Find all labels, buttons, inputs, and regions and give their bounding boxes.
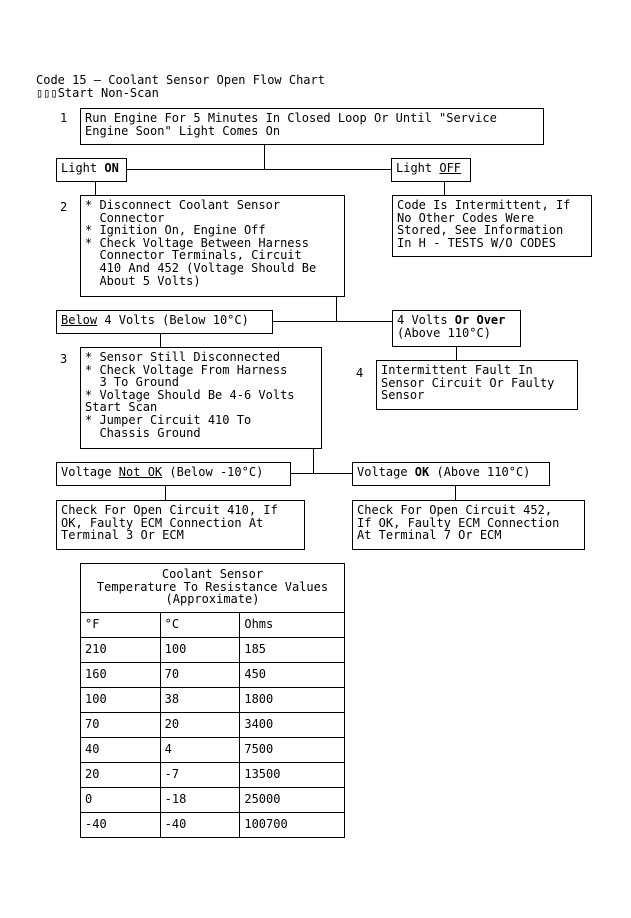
table-row bbox=[81, 812, 345, 837]
over-4-label: 4 Volts bbox=[397, 313, 455, 327]
table-cell: 3400 bbox=[240, 712, 345, 737]
page-subtitle bbox=[36, 87, 159, 100]
table-header-cell: °F bbox=[81, 612, 161, 637]
box-line: 3 To Ground bbox=[85, 375, 179, 390]
table-cell: -7 bbox=[160, 762, 240, 787]
table-row bbox=[81, 787, 345, 812]
connector-line bbox=[455, 486, 456, 500]
table-cell: 0 bbox=[81, 787, 161, 812]
table-row bbox=[81, 662, 345, 687]
table-cell: 185 bbox=[240, 637, 345, 662]
table-row bbox=[81, 687, 345, 712]
light-on-box bbox=[56, 158, 127, 182]
box-line: Connector Terminals, Circuit bbox=[85, 248, 302, 263]
step-3-box bbox=[80, 347, 322, 449]
table-row bbox=[81, 712, 345, 737]
connector-line bbox=[95, 182, 96, 196]
step-1-box bbox=[80, 108, 544, 145]
box-line: * Disconnect Coolant Sensor bbox=[85, 198, 281, 212]
table-cell: 7500 bbox=[240, 737, 345, 762]
over-4-volts-box bbox=[392, 310, 521, 347]
box-line: * Voltage Should Be 4-6 Volts bbox=[85, 387, 295, 402]
table-row bbox=[81, 637, 345, 662]
box-line: * Check Voltage Between Harness bbox=[85, 235, 309, 250]
connector-line bbox=[160, 334, 161, 348]
placeholder-glyphs: ▯▯▯ bbox=[36, 86, 58, 100]
table-header-cell: Ohms bbox=[240, 612, 345, 637]
voltage-not-ok-range: (Below -10°C) bbox=[162, 465, 264, 479]
voltage-not-ok-box bbox=[56, 462, 291, 486]
step-4-number: 4 bbox=[356, 366, 364, 380]
table-cell: 25000 bbox=[240, 787, 345, 812]
table-caption bbox=[80, 563, 345, 612]
box-line: Check For Open Circuit 452, bbox=[357, 503, 553, 517]
table-row bbox=[81, 762, 345, 787]
table-cell: 70 bbox=[81, 712, 161, 737]
table-cell: 70 bbox=[160, 662, 240, 687]
table-cell: 38 bbox=[160, 687, 240, 712]
box-line: * Sensor Still Disconnected bbox=[85, 350, 281, 364]
step-3-number: 3 bbox=[60, 352, 68, 366]
box-line: * Jumper Circuit 410 To bbox=[85, 412, 252, 427]
below-4-emphasis: Below bbox=[61, 313, 98, 327]
table-cell: 160 bbox=[81, 662, 161, 687]
box-line: Engine Soon" Light Comes On bbox=[85, 123, 281, 138]
step-4-box bbox=[376, 360, 578, 410]
below-4-volts-box bbox=[56, 310, 273, 334]
light-off-emphasis: OFF bbox=[439, 161, 462, 175]
box-line: Run Engine For 5 Minutes In Closed Loop Or Until "Service bbox=[85, 111, 497, 125]
step-1-number: 1 bbox=[60, 111, 68, 125]
table-cell: 450 bbox=[240, 662, 345, 687]
connector-line bbox=[290, 473, 353, 474]
table-cell: 20 bbox=[81, 762, 161, 787]
voltage-ok-label: Voltage bbox=[357, 465, 415, 479]
table-cell: 210 bbox=[81, 637, 161, 662]
table-cell: 100 bbox=[160, 637, 240, 662]
table-cell: 1800 bbox=[240, 687, 345, 712]
page-title: Code 15 – Coolant Sensor Open Flow Chart bbox=[36, 73, 325, 87]
resistance-table bbox=[80, 563, 345, 838]
box-line: Chassis Ground bbox=[85, 425, 201, 440]
box-line: Intermittent Fault In bbox=[381, 363, 533, 377]
box-line: Stored, See Information bbox=[397, 223, 564, 238]
table-cell: 20 bbox=[160, 712, 240, 737]
subtitle-text: Start Non-Scan bbox=[57, 86, 159, 100]
voltage-ok-range: (Above 110°C) bbox=[429, 465, 531, 479]
box-line: About 5 Volts) bbox=[85, 273, 201, 288]
connector-line bbox=[313, 449, 314, 473]
light-off-box bbox=[391, 158, 471, 182]
box-line: Sensor bbox=[381, 388, 425, 403]
over-4-line2: (Above 110°C) bbox=[397, 325, 491, 340]
connector-line bbox=[126, 169, 392, 170]
table-cell: -40 bbox=[81, 812, 161, 837]
open-circuit-410-box bbox=[56, 500, 305, 550]
table-cell: 4 bbox=[160, 737, 240, 762]
box-line: Sensor Circuit Or Faulty bbox=[381, 375, 555, 390]
connector-line bbox=[272, 321, 393, 322]
table-cell: 100 bbox=[81, 687, 161, 712]
step-2-box bbox=[80, 195, 345, 297]
voltage-ok-emphasis: OK bbox=[414, 465, 430, 479]
box-line: No Other Codes Were bbox=[397, 210, 535, 225]
caption-line: (Approximate) bbox=[165, 592, 260, 607]
table-cell: 100700 bbox=[240, 812, 345, 837]
connector-line bbox=[165, 486, 166, 500]
box-line: In H - TESTS W/O CODES bbox=[397, 235, 556, 250]
box-line: Code Is Intermittent, If bbox=[397, 198, 571, 212]
box-line: Check For Open Circuit 410, If bbox=[61, 503, 278, 517]
voltage-not-ok-label: Voltage bbox=[61, 465, 119, 479]
open-circuit-452-box bbox=[352, 500, 585, 550]
box-line: 410 And 452 (Voltage Should Be bbox=[85, 260, 317, 275]
box-line: If OK, Faulty ECM Connection bbox=[357, 515, 560, 530]
over-4-emphasis: Or Over bbox=[454, 313, 506, 327]
light-on-label: Light bbox=[61, 161, 105, 175]
table-cell: 13500 bbox=[240, 762, 345, 787]
table-header-cell: °C bbox=[160, 612, 240, 637]
connector-line bbox=[336, 297, 337, 321]
box-line: Connector bbox=[85, 210, 165, 225]
intermittent-box bbox=[392, 195, 592, 257]
table-row bbox=[81, 737, 345, 762]
voltage-not-ok-emphasis: Not OK bbox=[118, 465, 163, 479]
box-line: Terminal 3 Or ECM bbox=[61, 528, 184, 543]
step-2-number: 2 bbox=[60, 200, 68, 214]
table-cell: 40 bbox=[81, 737, 161, 762]
box-line: * Ignition On, Engine Off bbox=[85, 223, 266, 238]
light-off-label: Light bbox=[396, 161, 440, 175]
caption-line: Temperature To Resistance Values bbox=[96, 579, 329, 594]
connector-line bbox=[444, 182, 445, 196]
light-on-emphasis: ON bbox=[104, 161, 119, 175]
box-line: * Check Voltage From Harness bbox=[85, 362, 288, 377]
voltage-ok-box bbox=[352, 462, 550, 486]
connector-line bbox=[456, 347, 457, 360]
box-line: At Terminal 7 Or ECM bbox=[357, 528, 502, 543]
connector-line bbox=[264, 145, 265, 169]
below-4-label: 4 Volts (Below 10°C) bbox=[97, 313, 249, 327]
caption-line: Coolant Sensor bbox=[161, 567, 264, 581]
table-cell: -40 bbox=[160, 812, 240, 837]
box-line: Start Scan bbox=[85, 400, 158, 415]
table-cell: -18 bbox=[160, 787, 240, 812]
box-line: OK, Faulty ECM Connection At bbox=[61, 515, 264, 530]
table-header-row bbox=[81, 612, 345, 637]
